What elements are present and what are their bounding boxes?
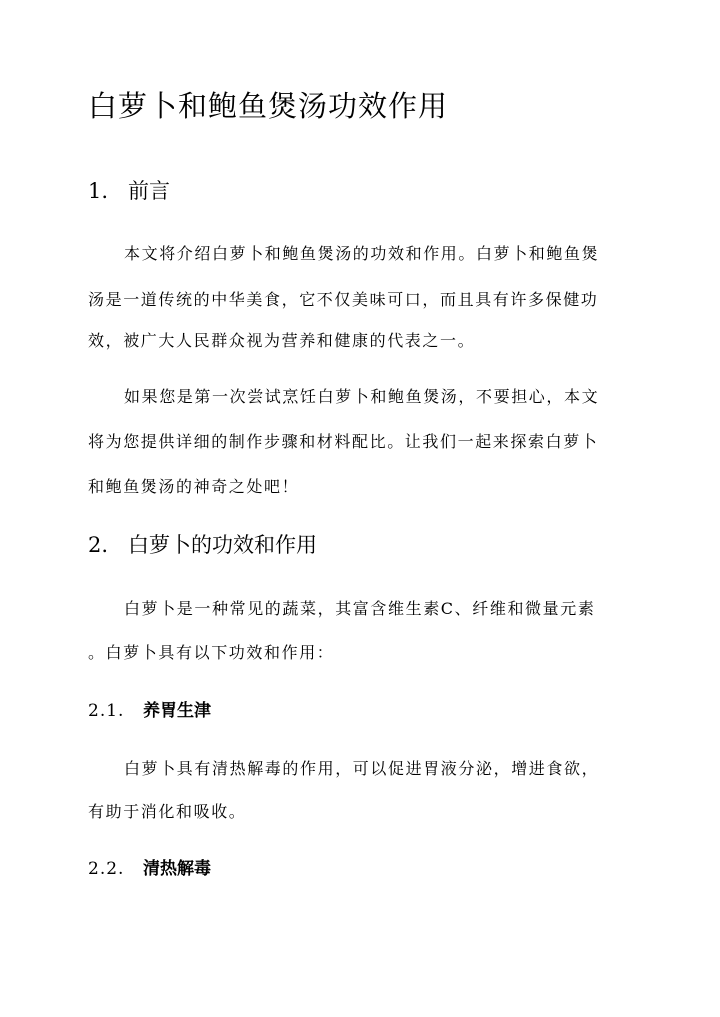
paragraph-line: 本文将介绍白萝卜和鲍鱼煲汤的功效和作用。白萝卜和鲍鱼煲 [124,244,600,263]
section-heading-1 [88,176,170,206]
paragraph-line: 。白萝卜具有以下功效和作用： [88,643,335,662]
paragraph-line: 将为您提供详细的制作步骤和材料配比。让我们一起来探索白萝卜 [88,432,599,451]
paragraph-line: 白萝卜是一种常见的蔬菜，其富含维生素C、纤维和微量元素 [124,599,596,618]
paragraph-line: 如果您是第一次尝试烹饪白萝卜和鲍鱼煲汤，不要担心，本文 [124,387,600,406]
subsection-number: 2.2. [88,859,125,879]
subsection-heading-2-1 [88,698,211,724]
paragraph-line: 有助于消化和吸收。 [88,802,247,821]
section-heading-2 [88,530,317,560]
section-number: 2. [88,533,109,557]
section-number: 1. [88,179,109,203]
subsection-heading-2-2 [88,856,211,882]
paragraph-line: 和鲍鱼煲汤的神奇之处吧！ [88,477,300,496]
section-title: 前言 [128,179,170,203]
subsection-number: 2.1. [88,701,125,721]
paragraph-line: 白萝卜具有清热解毒的作用，可以促进胃液分泌，增进食欲， [124,759,600,778]
paragraph-line: 效，被广大人民群众视为营养和健康的代表之一。 [88,331,476,350]
paragraph-line: 汤是一道传统的中华美食，它不仅美味可口，而且具有许多保健功 [88,290,599,309]
document-title: 白萝卜和鲍鱼煲汤功效作用 [88,89,449,123]
section-title: 白萝卜的功效和作用 [128,533,317,557]
subsection-title: 养胃生津 [143,701,211,721]
subsection-title: 清热解毒 [143,859,211,879]
